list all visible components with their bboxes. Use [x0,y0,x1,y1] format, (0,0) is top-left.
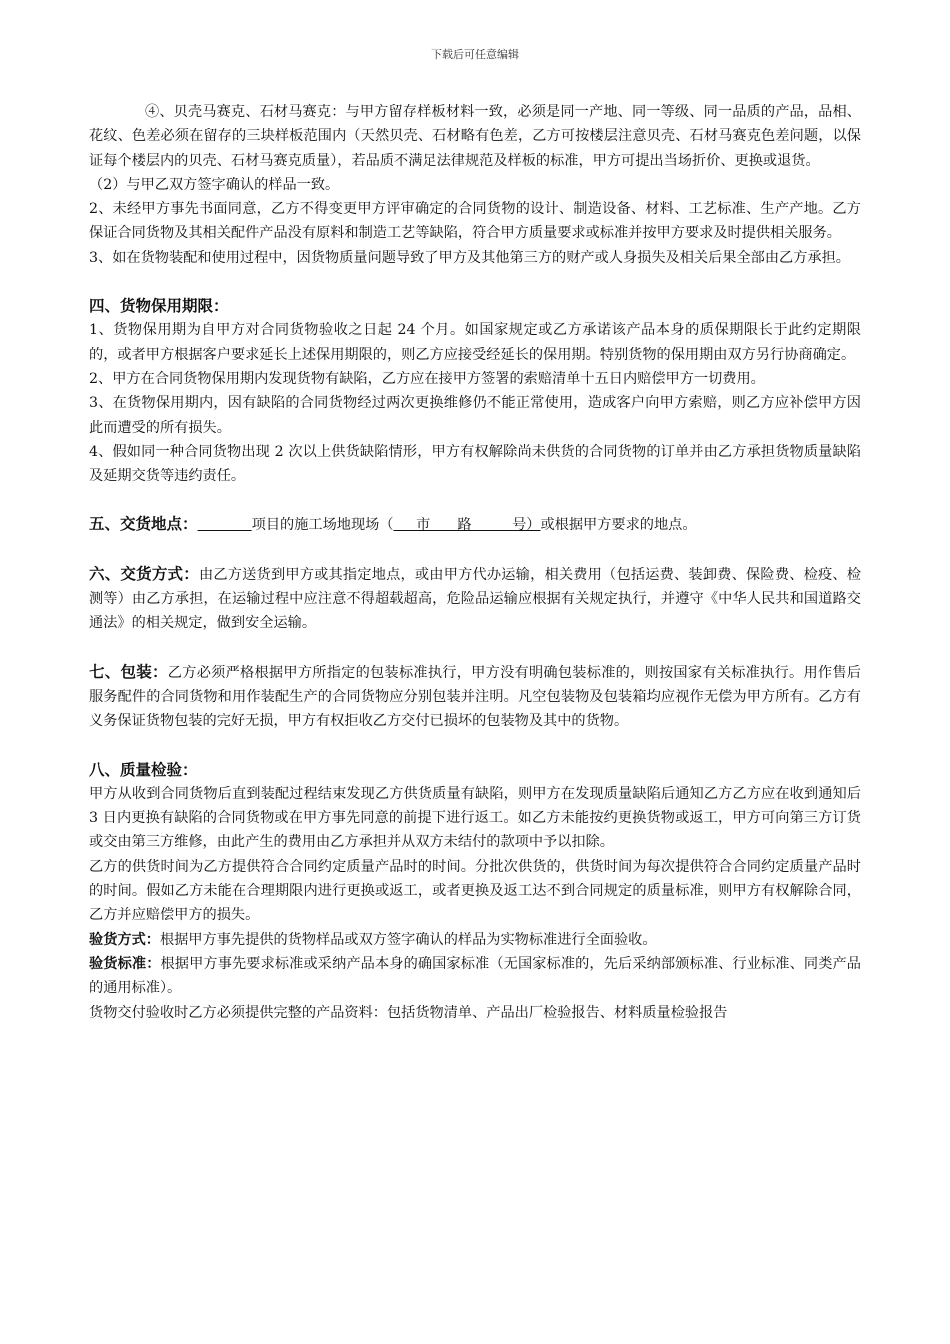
inspection-method-body: 根据甲方事先提供的货物样品或双方签字确认的样品为实物标准进行全面验收。 [159,931,657,948]
section-title-warranty: 四、货物保用期限： [89,297,229,316]
inspection-documents-paragraph: 货物交付验收时乙方必须提供完整的产品资料：包括货物清单、产品出厂检验报告、材料质量检验报告 [89,1004,728,1021]
inspection-method-paragraph [89,928,861,952]
inspection-paragraph-1: 甲方从收到合同货物后直到装配过程结束发现乙方供货质量有缺陷，则甲方在发现质量缺陷后通知乙方乙方应在收到通知后 3 日内更换有缺陷的合同货物或在甲方事先同意的前提下进行返工。如乙方未能按约更换货物或返工，甲方可向第三方订货或交由第三方维修，由此产生的费用由乙方承担并从双方未结付的款项中予以扣除。 [89,785,861,851]
warranty-clause-3: 3、在货物保用期内，因有缺陷的合同货物经过两次更换维修仍不能正常使用，造成客户向甲方索赔，则乙方应补偿甲方因此而遭受的所有损失。 [89,395,861,436]
delivery-location-paragraph [89,512,861,537]
address-blank: 市 路 号） [393,517,541,534]
document-body [89,100,861,1025]
delivery-location-text-end: 或根据甲方要求的地点。 [540,517,697,534]
inspection-paragraph-2: 乙方的供货时间为乙方提供符合合同约定质量产品时的时间。分批次供货的，供货时间为每次提供符合合同约定质量产品时的时间。假如乙方未能在合理期限内进行更换或返工，或者更换及返工达不到合同规定的质量标准，则甲方有权解除合同，乙方并应赔偿甲方的损失。 [89,858,861,924]
delivery-location-text: 项目的施工场地现场（ [251,517,394,534]
warranty-clause-4: 4、假如同一种合同货物出现 2 次以上供货缺陷情形，甲方有权解除尚未供货的合同货物的订单并由乙方承担货物质量缺陷及延期交货等违约责任。 [89,443,861,485]
inspection-standard-paragraph [89,952,861,1001]
project-name-blank [198,517,252,533]
delivery-method-body: 由乙方送货到甲方或其指定地点，或由甲方代办运输，相关费用（包括运费、装卸费、保险费、检疫、检测等）由乙方承担，在运输过程中应注意不得超载超高，危险品运输应根据有关规定执行，并遵守《中华人民共和国道路交通法》的相关规定，做到安全运输。 [89,566,861,632]
paragraph-item2: 2、未经甲方事先书面同意，乙方不得变更甲方评审确定的合同货物的设计、制造设备、材料、工艺标准、生产产地。乙方保证合同货物及其相关配件产品没有原料和制造工艺等缺陷，符合甲方质量要求或标准并按甲方要求及时提供相关服务。 [89,201,861,242]
inspection-method-label: 验货方式： [89,931,160,948]
paragraph-item3: 3、如在货物装配和使用过程中，因货物质量问题导致了甲方及其他第三方的财产或人身损失及相关后果全部由乙方承担。 [89,249,850,266]
inspection-standard-label: 验货标准： [89,955,161,972]
section-title-delivery-method: 六、交货方式： [89,564,199,583]
delivery-method-paragraph [89,562,861,636]
section-title-packaging: 七、包装： [89,662,168,681]
inspection-standard-body: 根据甲方事先要求标准或采纳产品本身的确国家标准（无国家标准的，先后采纳部颁标准、行业标准、同类产品的通用标准）。 [89,955,861,997]
warranty-clause-2: 2、甲方在合同货物保用期内发现货物有缺陷，乙方应在接甲方签署的索赔清单十五日内赔偿甲方一切费用。 [89,370,765,387]
packaging-body: 乙方必须严格根据甲方所指定的包装标准执行，甲方没有明确包装标准的，则按国家有关标准执行。用作售后服务配件的合同货物和用作装配生产的合同货物应分别包装并注明。凡空包装物及包装箱均应视作无偿为甲方所有。乙方有义务保证货物包装的完好无损，甲方有权拒收乙方交付已损坏的包装物及其中的货物。 [89,664,861,730]
paragraph-sample-match: （2）与甲乙双方签字确认的样品一致。 [89,176,340,193]
section-title-delivery-location: 五、交货地点： [89,515,198,534]
paragraph-item4: ④、贝壳马赛克、石材马赛克：与甲方留存样板材料一致，必须是同一产地、同一等级、同一品质的产品，品相、花纹、色差必须在留存的三块样板范围内（天然贝壳、石材略有色差，乙方可按楼层注意贝壳、石材马赛克色差问题，以保证每个楼层内的贝壳、石材马赛克质量），若品质不满足法律规范及样板的标准，甲方可提出当场折价、更换或退货。 [89,104,861,169]
packaging-paragraph [89,660,861,734]
warranty-clause-1: 1、货物保用期为自甲方对合同货物验收之日起 24 个月。如国家规定或乙方承诺该产品本身的质保期限长于此约定期限的，或者甲方根据客户要求延长上述保用期限的，则乙方应接受经延长的保用期。特别货物的保用期由双方另行协商确定。 [89,322,861,363]
section-title-quality-inspection: 八、质量检验： [89,760,198,779]
page-header: 下载后可任意编辑 [431,48,519,61]
